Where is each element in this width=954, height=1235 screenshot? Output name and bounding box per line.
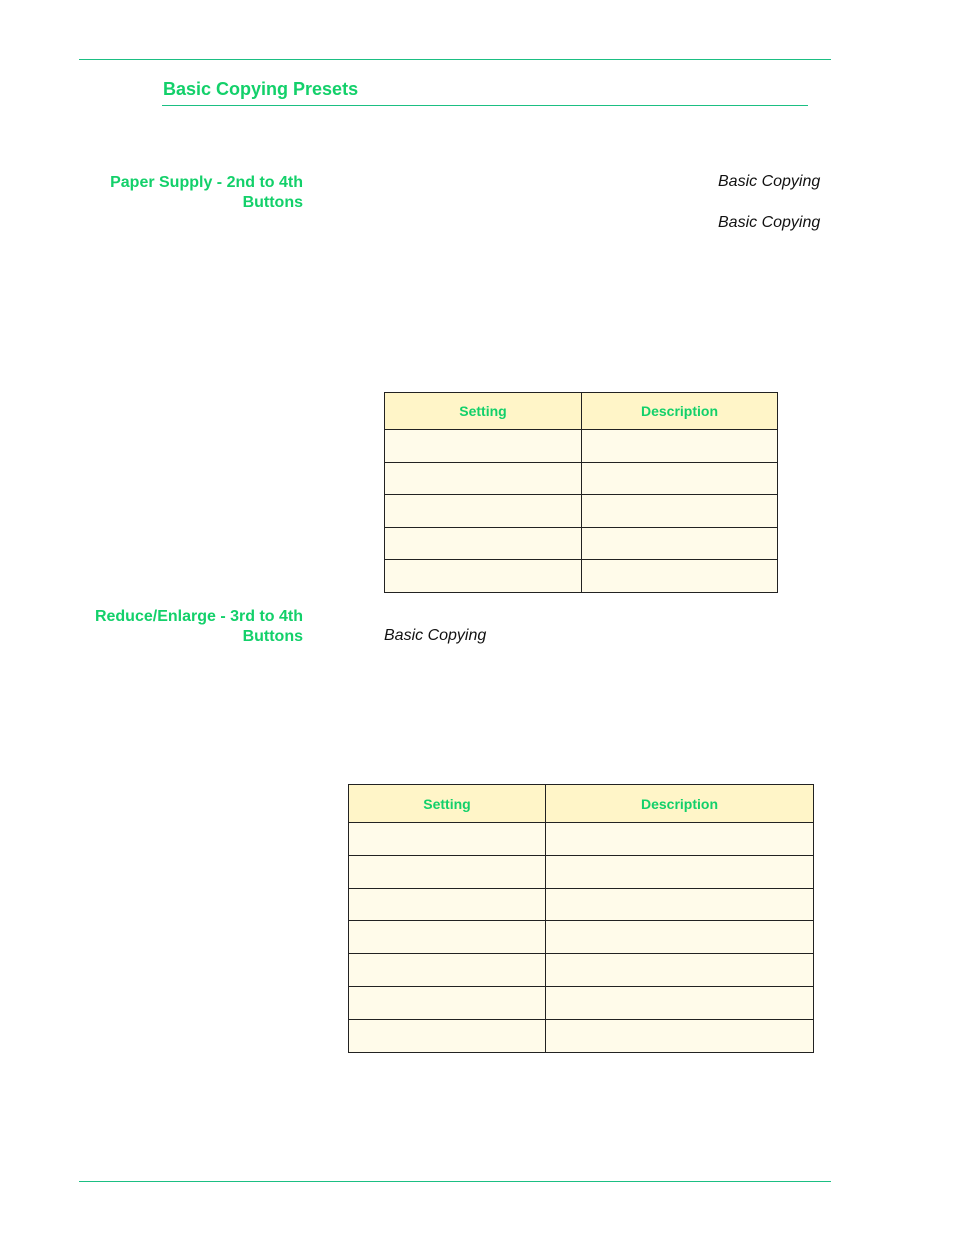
- setting-cell: [349, 921, 546, 954]
- description-cell: [546, 921, 814, 954]
- reduce-enlarge-heading-line2: Buttons: [242, 628, 303, 645]
- table-row: [385, 462, 778, 495]
- description-cell: [546, 1019, 814, 1052]
- setting-cell: [385, 560, 582, 593]
- description-cell: [546, 823, 814, 856]
- table-row: [385, 430, 778, 463]
- section-title-underline: [162, 105, 808, 106]
- column-header-description: Description: [582, 393, 778, 430]
- column-header-setting: Setting: [385, 393, 582, 430]
- description-cell: [546, 986, 814, 1019]
- paper-supply-reference-2: Basic Copying: [718, 214, 821, 231]
- setting-cell: [349, 888, 546, 921]
- section-title: Basic Copying Presets: [163, 79, 359, 99]
- paper-supply-reference-1: Basic Copying: [718, 173, 821, 190]
- setting-cell: [349, 823, 546, 856]
- description-cell: [582, 560, 778, 593]
- reduce-enlarge-heading-line1: Reduce/Enlarge - 3rd to 4th: [94, 608, 303, 625]
- description-cell: [546, 855, 814, 888]
- table-row: [385, 495, 778, 528]
- description-cell: [582, 495, 778, 528]
- header-rule: [79, 59, 831, 60]
- column-header-description: Description: [546, 785, 814, 823]
- paper-supply-heading: [63, 173, 303, 213]
- table-row: [349, 888, 814, 921]
- setting-cell: [385, 495, 582, 528]
- reduce-enlarge-table: [348, 784, 814, 1053]
- table-row: [349, 986, 814, 1019]
- table-row: [349, 954, 814, 987]
- table-row: [349, 823, 814, 856]
- setting-cell: [349, 1019, 546, 1052]
- footer-rule: [79, 1181, 831, 1182]
- table-row: [385, 527, 778, 560]
- paper-supply-heading-line1: Paper Supply - 2nd to 4th: [110, 174, 303, 191]
- table-row: [349, 921, 814, 954]
- description-cell: [582, 462, 778, 495]
- table-row: [349, 1019, 814, 1052]
- table-row: [385, 560, 778, 593]
- setting-cell: [349, 986, 546, 1019]
- paper-supply-heading-line2: Buttons: [242, 194, 303, 211]
- setting-cell: [349, 855, 546, 888]
- table-header-row: [385, 393, 778, 430]
- paper-supply-table: [384, 392, 778, 593]
- setting-cell: [385, 527, 582, 560]
- setting-cell: [385, 462, 582, 495]
- description-cell: [582, 430, 778, 463]
- setting-cell: [349, 954, 546, 987]
- column-header-setting: Setting: [349, 785, 546, 823]
- reduce-enlarge-heading: [63, 607, 303, 647]
- table-row: [349, 855, 814, 888]
- reduce-enlarge-reference-1: Basic Copying: [384, 627, 487, 644]
- description-cell: [546, 954, 814, 987]
- setting-cell: [385, 430, 582, 463]
- description-cell: [582, 527, 778, 560]
- table-header-row: [349, 785, 814, 823]
- description-cell: [546, 888, 814, 921]
